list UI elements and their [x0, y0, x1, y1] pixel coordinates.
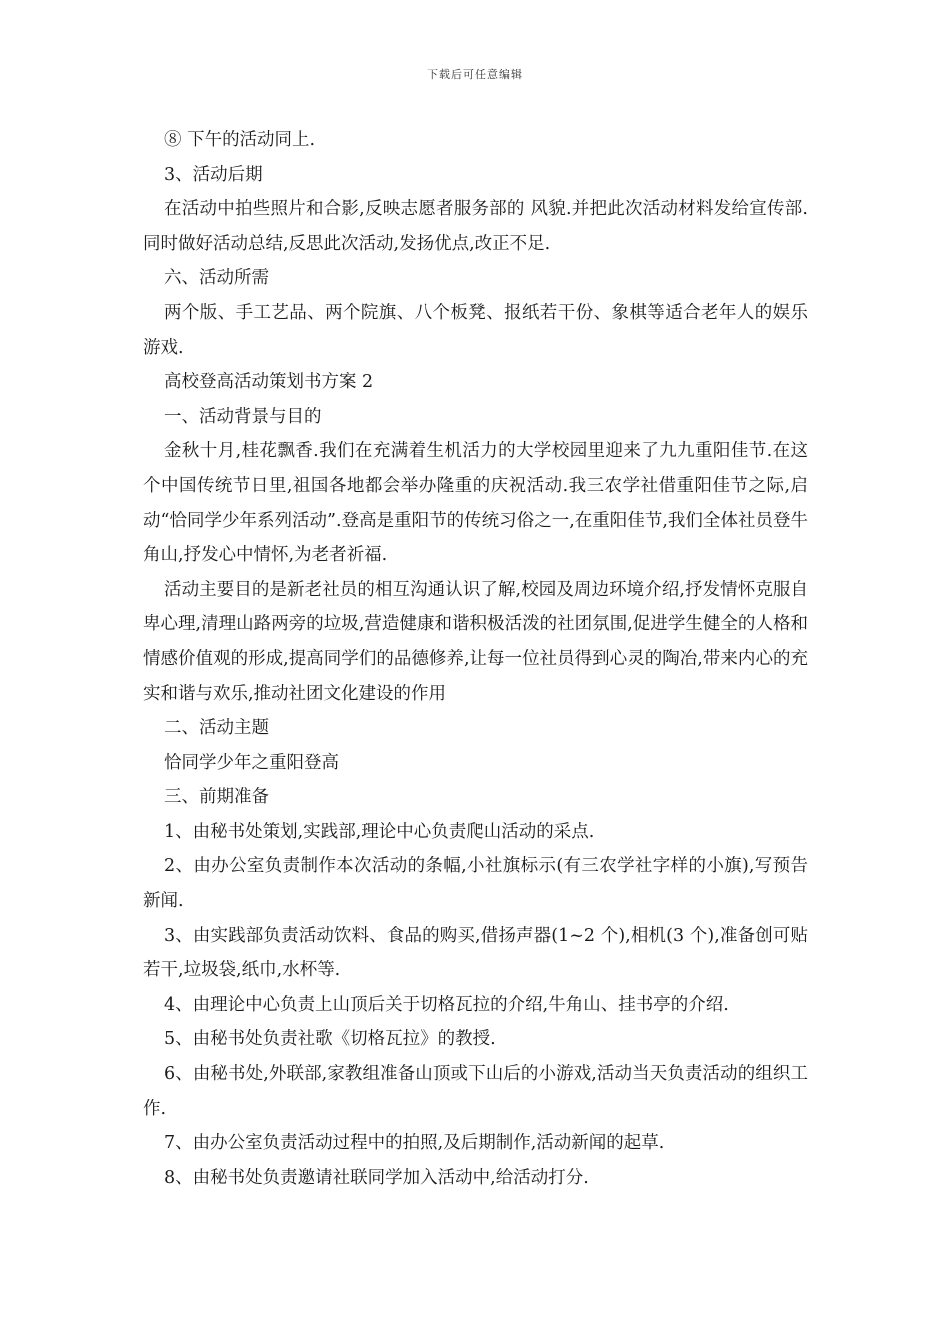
list-item: 7、由办公室负责活动过程中的拍照,及后期制作,活动新闻的起草. [164, 1133, 665, 1154]
paragraph: ⑧ 下午的活动同上. [164, 130, 316, 150]
paragraph: 两个版、手工艺品、两个院旗、八个板凳、报纸若干份、象棋等适合老年人的娱乐游戏. [143, 302, 808, 358]
section-heading: 一、活动背景与目的 [164, 406, 322, 427]
paragraph: 活动主要目的是新老社员的相互沟通认识了解,校园及周边环境介绍,抒发情怀克服自卑心理,清理山路两旁的垃圾,营造健康和谐积极活泼的社团氛围,促进学生健全的人格和情感价值观的形成,提高同学们的品德修养,让每一位社员得到心灵的陶冶,带来内心的充实和谐与欢乐,推动社团文化建设的作用 [143, 579, 808, 704]
section-heading: 三、前期准备 [164, 787, 269, 808]
paragraph: 恰同学少年之重阳登高 [164, 752, 339, 773]
document-title: 高校登高活动策划书方案 2 [164, 372, 374, 393]
document-body [143, 123, 808, 1195]
section-heading: 六、活动所需 [164, 268, 269, 289]
list-item: 8、由秘书处负责邀请社联同学加入活动中,给活动打分. [164, 1167, 589, 1188]
list-item: 6、由秘书处,外联部,家教组准备山顶或下山后的小游戏,活动当天负责活动的组织工作. [143, 1064, 808, 1119]
paragraph: 金秋十月,桂花飘香.我们在充满着生机活力的大学校园里迎来了九九重阳佳节.在这个中国传统节日里,祖国各地都会举办隆重的庆祝活动.我三农学社借重阳佳节之际,启动“恰同学少年系列活动”.登高是重阳节的传统习俗之一,在重阳佳节,我们全体社员登牛角山,抒发心中情怀,为老者祈福. [143, 441, 808, 566]
section-heading: 二、活动主题 [164, 718, 269, 739]
list-item: 4、由理论中心负责上山顶后关于切格瓦拉的介绍,牛角山、挂书亭的介绍. [164, 994, 729, 1015]
list-item: 5、由秘书处负责社歌《切格瓦拉》的教授. [164, 1029, 496, 1050]
paragraph: 在活动中拍些照片和合影,反映志愿者服务部的 风貌.并把此次活动材料发给宣传部.同时做好活动总结,反思此次活动,发扬优点,改正不足. [143, 199, 808, 254]
list-item: 3、由实践部负责活动饮料、食品的购买,借扬声器(1~2 个),相机(3 个),准备创可贴若干,垃圾袋,纸巾,水杯等. [143, 925, 808, 981]
list-item: 2、由办公室负责制作本次活动的条幅,小社旗标示(有三农学社字样的小旗),写预告新闻. [143, 856, 808, 912]
section-heading: 3、活动后期 [164, 164, 263, 185]
list-item: 1、由秘书处策划,实践部,理论中心负责爬山活动的采点. [164, 821, 595, 842]
page-header: 下载后可任意编辑 [427, 68, 523, 81]
